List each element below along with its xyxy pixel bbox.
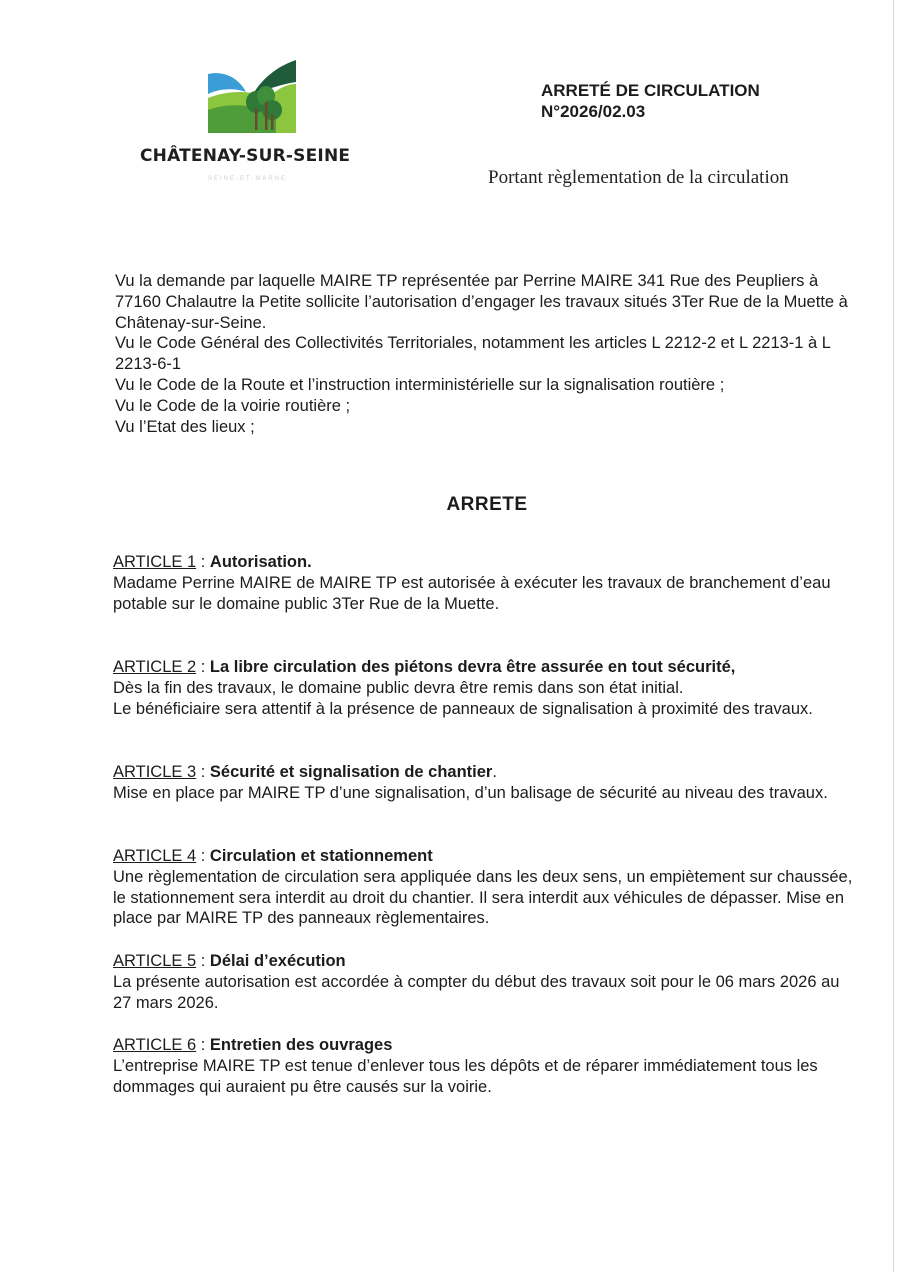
article-4 bbox=[113, 846, 858, 929]
article-number: ARTICLE 5 bbox=[113, 952, 197, 970]
document-title-line: ARRETÉ DE CIRCULATION bbox=[541, 81, 760, 100]
preamble-line: Vu le Code Général des Collectivités Territoriales, notamment les articles L 2212-2 et L 2213-1 à L 2213-6-1 bbox=[115, 334, 831, 374]
article-body: Le bénéficiaire sera attentif à la présence de panneaux de signalisation à proximité des travaux. bbox=[113, 699, 813, 718]
preamble-line: Vu l’Etat des lieux ; bbox=[115, 417, 255, 436]
article-number: ARTICLE 1 bbox=[113, 553, 197, 571]
town-name: CHÂTENAY-SUR-SEINE bbox=[140, 146, 351, 166]
page-edge bbox=[893, 0, 894, 1272]
preamble-line: Vu le Code de la Route et l’instruction interministérielle sur la signalisation routière ; bbox=[115, 375, 725, 394]
article-1 bbox=[113, 552, 858, 614]
decision-heading: ARRETE bbox=[446, 494, 528, 515]
article-separator: : bbox=[196, 763, 210, 781]
preamble-line: Vu le Code de la voirie routière ; bbox=[115, 396, 351, 415]
article-heading bbox=[113, 846, 858, 867]
article-body: Mise en place par MAIRE TP d’une signalisation, d’un balisage de sécurité au niveau des travaux. bbox=[113, 783, 828, 802]
article-title: Sécurité et signalisation de chantier bbox=[209, 763, 493, 781]
preamble bbox=[115, 271, 860, 437]
document-title bbox=[541, 80, 760, 122]
article-separator: : bbox=[196, 952, 210, 970]
document-subtitle: Portant règlementation de la circulation bbox=[488, 167, 789, 188]
article-heading bbox=[113, 657, 858, 678]
article-body: Une règlementation de circulation sera appliquée dans les deux sens, un empiètement sur chaussée, le stationnement sera interdit au droit du chantier. Il sera interdit aux véhicules de dépasser. Mise en place par MAIRE TP des panneaux règlementaires. bbox=[113, 867, 853, 928]
article-heading bbox=[113, 762, 858, 783]
article-title: Entretien des ouvrages bbox=[209, 1036, 393, 1054]
article-3 bbox=[113, 762, 858, 804]
article-separator: : bbox=[196, 1036, 210, 1054]
article-body: L’entreprise MAIRE TP est tenue d’enlever tous les dépôts et de réparer immédiatement tous les dommages qui auraient pu être causés sur la voirie. bbox=[113, 1056, 818, 1096]
article-6 bbox=[113, 1035, 858, 1097]
document-number: N°2026/02.03 bbox=[541, 102, 646, 121]
article-2 bbox=[113, 657, 858, 719]
article-heading bbox=[113, 951, 858, 972]
article-number: ARTICLE 6 bbox=[113, 1036, 197, 1054]
article-number: ARTICLE 4 bbox=[113, 847, 197, 865]
article-title: Délai d’exécution bbox=[209, 952, 346, 970]
article-title: La libre circulation des piétons devra être assurée en tout sécurité, bbox=[209, 658, 736, 676]
article-number: ARTICLE 3 bbox=[113, 763, 197, 781]
article-separator: : bbox=[196, 553, 210, 571]
article-number: ARTICLE 2 bbox=[113, 658, 197, 676]
article-title: Circulation et stationnement bbox=[209, 847, 433, 865]
article-separator: : bbox=[196, 658, 210, 676]
preamble-line: Vu la demande par laquelle MAIRE TP représentée par Perrine MAIRE 341 Rue des Peupliers à 77160 Chalautre la Petite sollicite l’autorisation d’engager les travaux situés 3Ter Rue de la Muette à Châtenay-sur-Seine. bbox=[115, 272, 848, 332]
article-title: Autorisation. bbox=[209, 553, 312, 571]
article-title-suffix: . bbox=[492, 763, 497, 781]
article-heading bbox=[113, 1035, 858, 1056]
article-separator: : bbox=[196, 847, 210, 865]
town-subtitle: SEINE-ET-MARNE bbox=[208, 176, 288, 182]
article-heading bbox=[113, 552, 858, 573]
town-logo-icon bbox=[206, 58, 298, 134]
article-body: Madame Perrine MAIRE de MAIRE TP est autorisée à exécuter les travaux de branchement d’eau potable sur le domaine public 3Ter Rue de la Muette. bbox=[113, 573, 831, 613]
article-body: Dès la fin des travaux, le domaine public devra être remis dans son état initial. bbox=[113, 678, 684, 697]
article-5 bbox=[113, 951, 858, 1013]
article-body: La présente autorisation est accordée à compter du début des travaux soit pour le 06 mars 2026 au 27 mars 2026. bbox=[113, 972, 840, 1012]
